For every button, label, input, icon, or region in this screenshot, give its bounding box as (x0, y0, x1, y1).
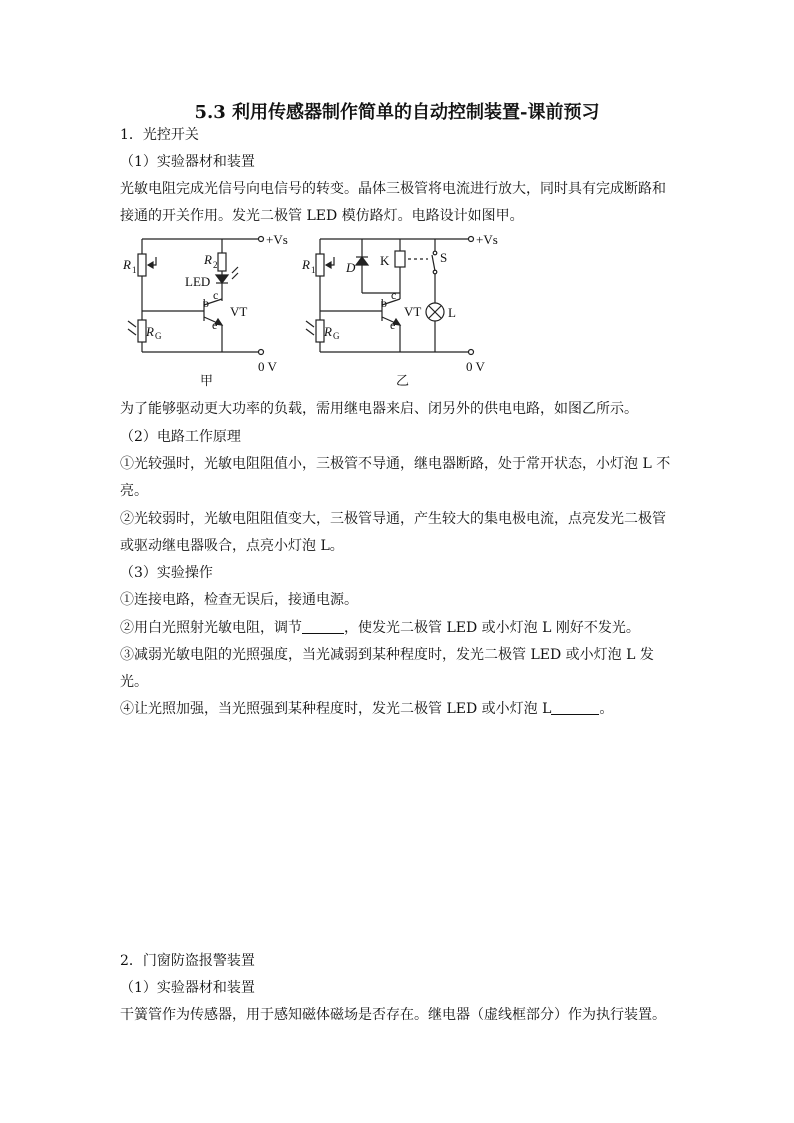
figure-label-b: 乙 (396, 373, 410, 388)
rg-sub-b: G (333, 331, 340, 341)
paragraph-1a: 光敏电阻完成光信号向电信号的转变。晶体三极管将电流进行放大，同时具有完成断路和 (120, 181, 666, 197)
principle-2b: 或驱动继电器吸合，点亮小灯泡 L。 (120, 538, 344, 554)
zero-label-b: 0 V (466, 359, 485, 374)
operation-4 (120, 698, 613, 718)
vt-label-a: VT (230, 304, 248, 319)
operation-2 (120, 617, 640, 637)
operation-1: ①连接电路，检查无误后，接通电源。 (120, 592, 358, 608)
principle-1b: 亮。 (120, 483, 148, 499)
e-label-b: e (390, 318, 396, 332)
page-title: 5.3 利用传感器制作简单的自动控制装置-课前预习 (194, 102, 600, 123)
principle-1a: ①光较强时，光敏电阻阻值小，三极管不导通，继电器断路，处于常开状态，小灯泡 L 不 (120, 456, 671, 472)
r2-label: R (204, 252, 212, 267)
vt-label-b: VT (404, 304, 422, 319)
lamp-label: L (448, 305, 456, 320)
circuit-figure (0, 225, 794, 395)
section-2-sub-1: （1）实验器材和装置 (120, 980, 255, 996)
r1-sub-b: 1 (311, 265, 316, 275)
vs-label-a: +Vs (266, 232, 288, 247)
rg-label-a: R (146, 324, 154, 339)
r1-label-b: R (302, 257, 310, 272)
operation-4a: ④让光照加强，当光照强到某种程度时，发光二极管 LED 或小灯泡 L (120, 701, 552, 717)
section-1-heading: 1．光控开关 (120, 127, 199, 143)
operation-4b: 。 (599, 701, 614, 717)
figure-label-a: 甲 (200, 373, 214, 388)
section-1-sub-2: （2）电路工作原理 (120, 429, 241, 445)
led-label: LED (185, 274, 211, 289)
c-label-b: c (391, 288, 397, 302)
section-2-paragraph-1: 干簧管作为传感器，用于感知磁体磁场是否存在。继电器（虚线框部分）作为执行装置。 (120, 1007, 666, 1023)
r2-sub: 2 (213, 260, 218, 270)
k-label: K (380, 253, 390, 268)
e-label-a: e (212, 318, 218, 332)
r1-label-a: R (123, 257, 131, 272)
c-label-a: c (213, 288, 219, 302)
paragraph-1b: 接通的开关作用。发光二极管 LED 模仿路灯。电路设计如图甲。 (120, 208, 524, 224)
answer-blank-1[interactable] (302, 619, 344, 634)
b-label-b: b (381, 296, 387, 310)
section-2-heading: 2．门窗防盗报警装置 (120, 953, 255, 969)
operation-3a: ③减弱光敏电阻的光照强度，当光减弱到某种程度时，发光二极管 LED 或小灯泡 L 发 (120, 647, 654, 663)
paragraph-2: 为了能够驱动更大功率的负载，需用继电器来启、闭另外的供电电路，如图乙所示。 (120, 401, 638, 417)
b-label-a: b (203, 296, 209, 310)
section-1-sub-1: （1）实验器材和装置 (120, 154, 255, 170)
operation-2a: ②用白光照射光敏电阻，调节 (120, 620, 302, 636)
d-label: D (346, 260, 356, 275)
vs-label-b: +Vs (476, 232, 498, 247)
principle-2a: ②光较弱时，光敏电阻阻值变大，三极管导通，产生较大的集电极电流，点亮发光二极管 (120, 511, 666, 527)
r1-sub-a: 1 (132, 265, 137, 275)
operation-2b: ，使发光二极管 LED 或小灯泡 L 刚好不发光。 (344, 620, 640, 636)
s-label: S (440, 250, 448, 265)
section-1-sub-3: （3）实验操作 (120, 565, 213, 581)
zero-label-a: 0 V (258, 359, 277, 374)
rg-label-b: R (324, 324, 332, 339)
operation-3b: 光。 (120, 674, 148, 690)
rg-sub-a: G (155, 331, 162, 341)
answer-blank-2[interactable] (551, 700, 599, 715)
